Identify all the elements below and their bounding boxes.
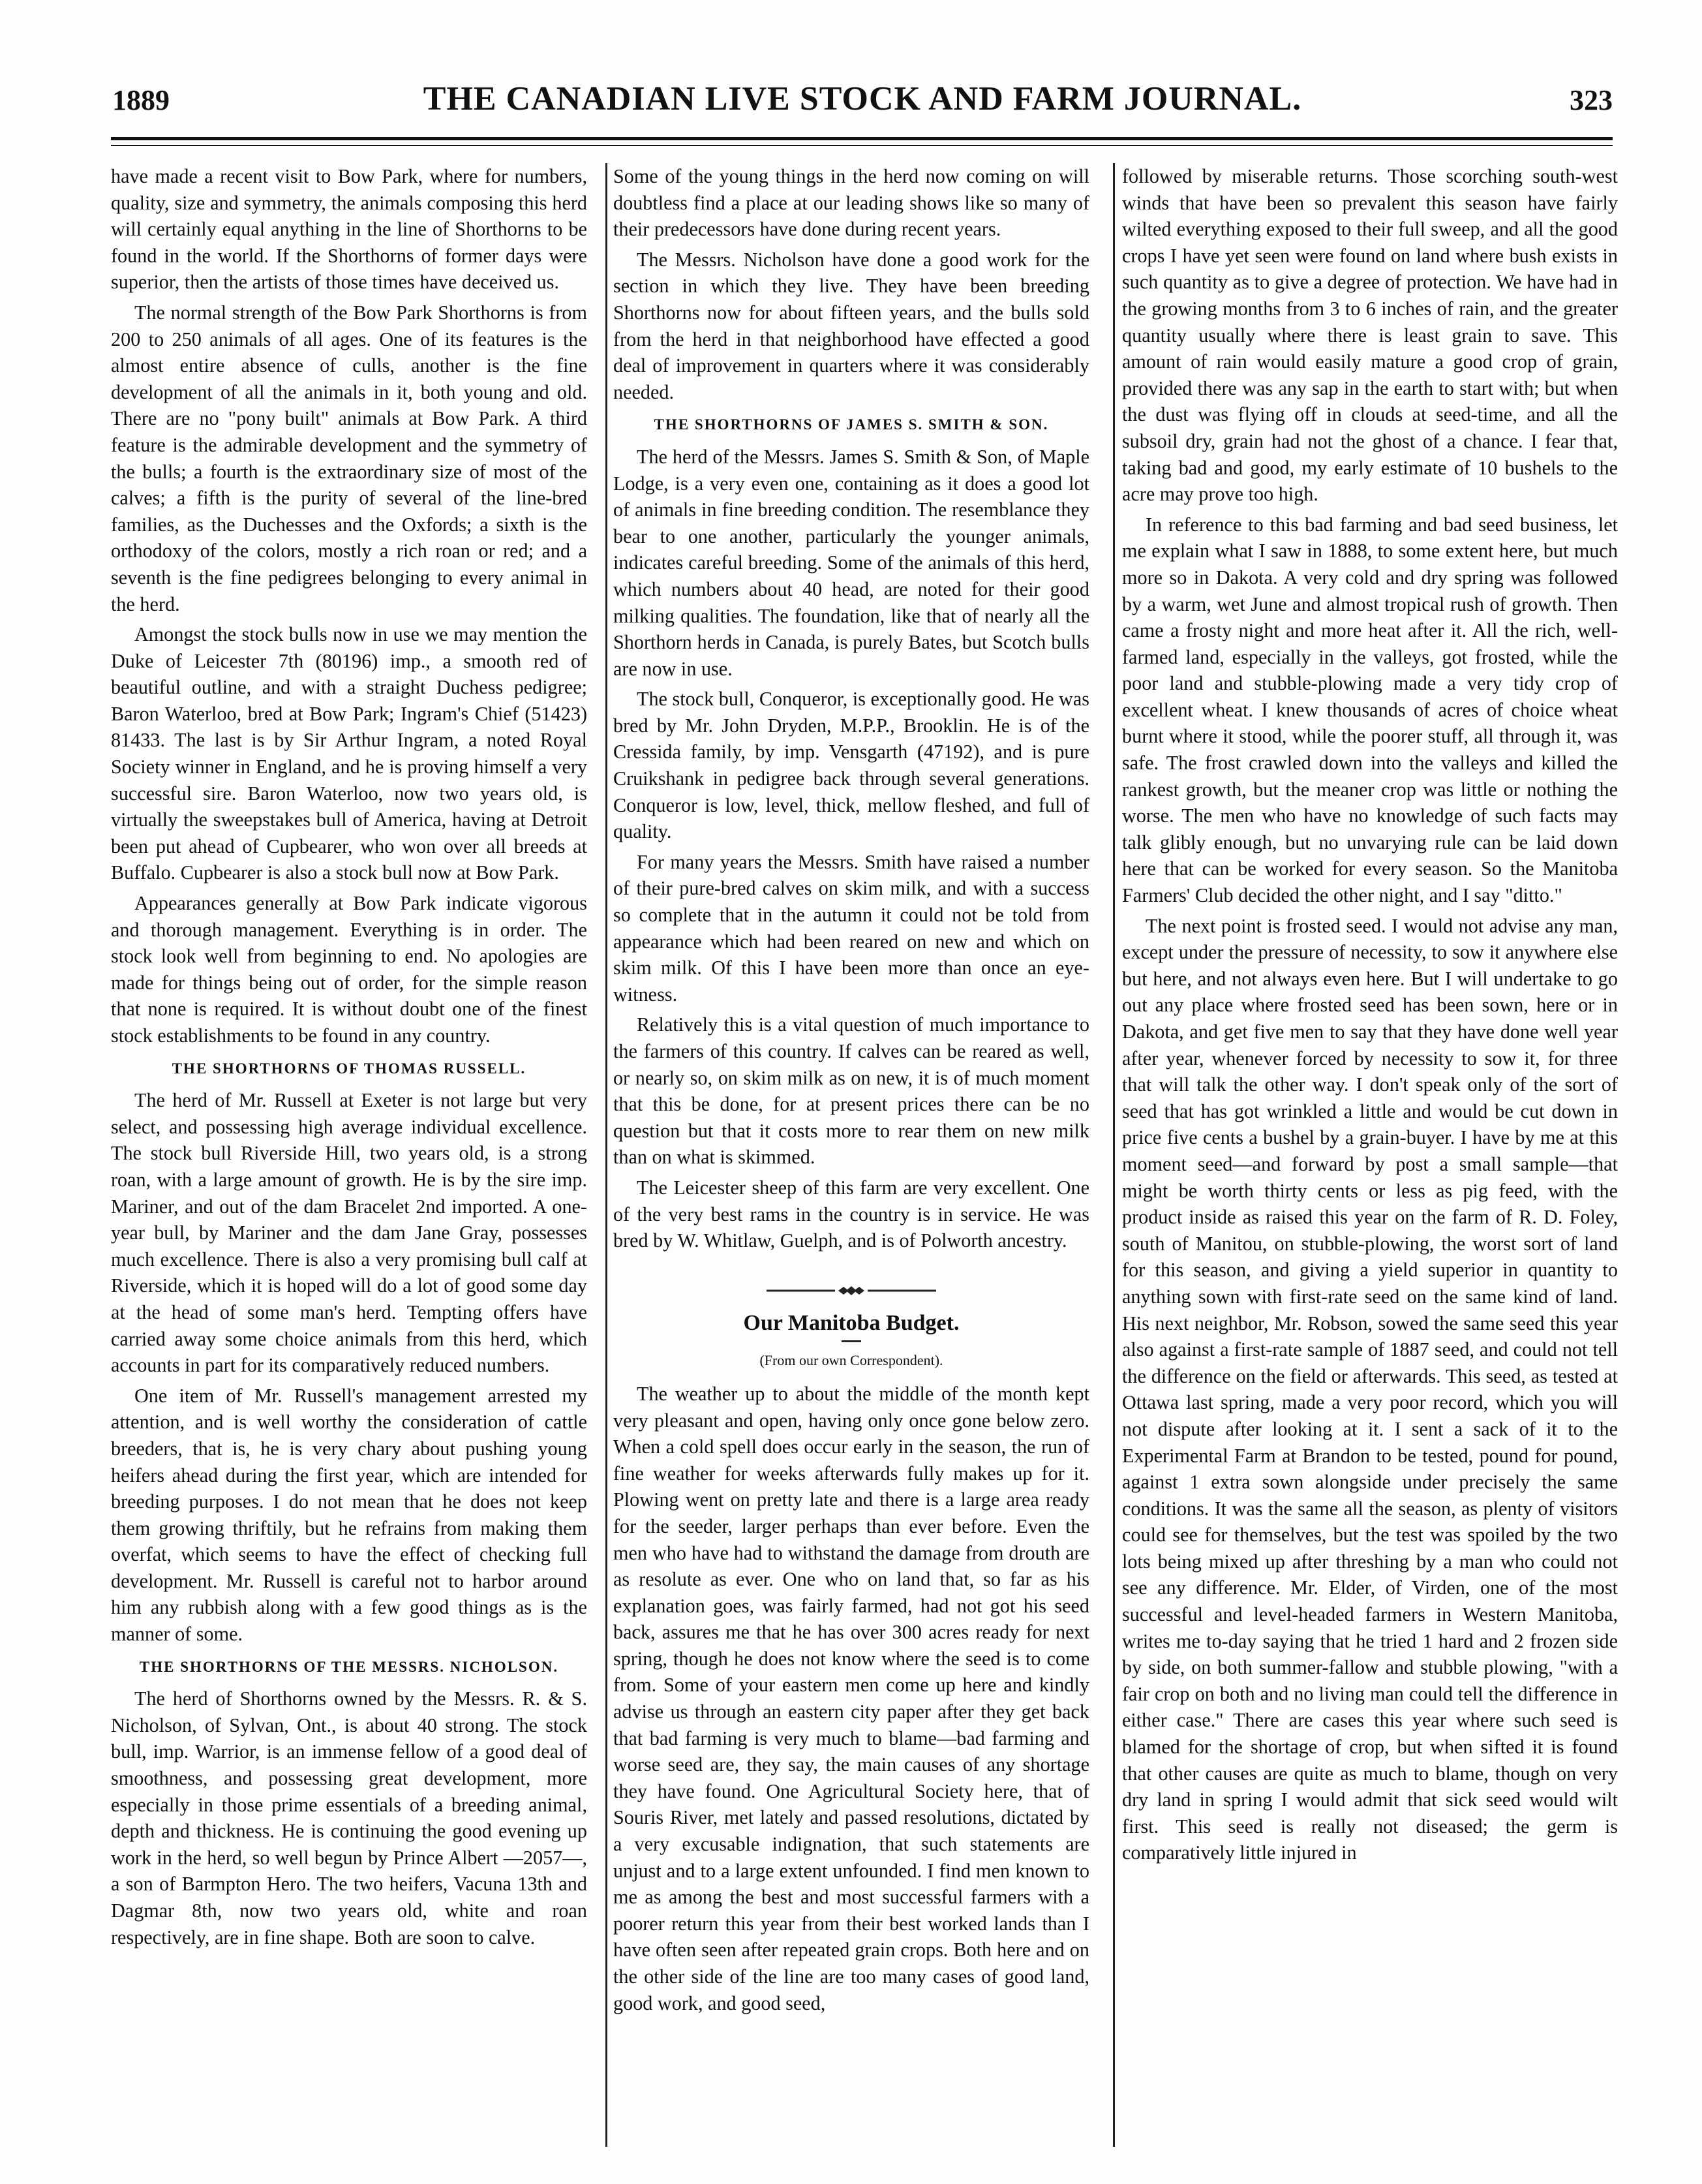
column-2	[613, 163, 1089, 2140]
section-heading: THE SHORTHORNS OF JAMES S. SMITH & SON.	[654, 416, 1049, 433]
year: 1889	[112, 84, 170, 116]
paragraph: In reference to this bad farming and bad seed business, let me explain what I saw in 1888, to some extent here, but much more so in Dakota. A very cold and dry spring was followed by a warm, wet June and almost tropical rush of growth. Then came a frosty night and more heat after it. All the rich, well-farmed land, especially in the valleys, got frosted, while the poor land and stubble-plowing made a very tidy crop of excellent wheat. I knew thousands of acres of choice wheat burnt where it stood, while the poorer stuff, all through it, was safe. The frost crawled down into the valleys and killed the rankest growth, but the meaner crop was little or nothing the worse. The men who have no knowledge of such facts may talk glibly enough, but no unvarying rule can be laid down here that can be worked for every season. So the Manitoba Farmers' Club decided the other night, and I say "ditto."	[1122, 513, 1618, 907]
paragraph: The herd of the Messrs. James S. Smith & Son, of Maple Lodge, is a very even one, containing as it does a good lot of animals in fine breeding condition. The resemblance they bear to one another, particularly the younger animals, indicates careful breeding. Some of the animals of this herd, which numbers about 40 head, are noted for their good milking qualities. The foundation, like that of nearly all the Shorthorn herds in Canada, is purely Bates, but Scotch bulls are now in use.	[613, 445, 1089, 680]
paragraph: The next point is frosted seed. I would not advise any man, except under the pressure of necessity, to sow it anywhere else but here, and not always even here. But I will undertake to go out any place where frosted seed has been sown, here or in Dakota, and get five men to say that they have done well year after year, whenever forced by necessity to sow it, for three that will talk the other way. I don't speak only of the sort of seed that has got wrinkled a little and would be cut down in price five cents a bushel by a grain-buyer. I have by me at this moment seed—and forward by post a small sample—that might be worth thirty cents or less as pig feed, with the product inside as raised this year on the farm of R. D. Foley, south of Manitou, on stubble-plowing, the worst sort of land for this season, and giving a yield superior in quantity to anything sown with first-rate seed on the same kind of land. His next neighbor, Mr. Robson, sowed the same seed this year also against a first-rate sample of 1887 seed, and could not tell the difference on the field or afterwards. This seed, as tested at Ottawa last spring, made a very poor record, which you will not dispute after looking at it. I sent a sack of it to the Experimental Farm at Brandon to be tested, pound for pound, against 1 extra sown alongside under precisely the same conditions. It was the same all the season, as plenty of visitors could see for themselves, but the test was spoiled by the two lots being mixed up after threshing by a man who could not see any difference. Mr. Elder, of Virden, one of the most successful and level-headed farmers in Western Manitoba, writes me to-day saying that he tried 1 hard and 2 frozen side by side, on both summer-fallow and stubble plowing, "with a fair crop on both and no living man could tell the difference in either case." There are cases this year where such seed is blamed for the shortage of crop, but when sifted it is found that other causes are quite as much to blame, though on very dry land in spring I would admit that sick seed would wilt first. This seed is really not diseased; the germ is comparatively little injured in	[1122, 914, 1618, 1864]
page-number: 323	[1570, 84, 1613, 116]
paragraph: The Leicester sheep of this farm are very excellent. One of the very best rams in the country is in service. He was bred by W. Whitlaw, Guelph, and is of Polworth ancestry.	[613, 1176, 1089, 1252]
paragraph: One item of Mr. Russell's management arrested my attention, and is well worthy the consideration of cattle breeders, that is, he is very chary about pushing young heifers ahead during the first year, which are intended for breeding purposes. I do not mean that he does not keep them growing thriftily, but he refrains from making them overfat, which seems to have the effect of checking full development. Mr. Russell is careful not to harbor around him any rubbish along with a few good things as is the manner of some.	[111, 1384, 587, 1646]
paragraph: The normal strength of the Bow Park Shorthorns is from 200 to 250 animals of all ages. One of its features is the almost entire absence of culls, another is the fine development of all the animals in it, both young and old. There are no "pony built" animals at Bow Park. A third feature is the admirable development and the symmetry of the bulls; a fourth is the extraordinary size of most of the calves; a fifth is the purity of several of the line-bred families, as the Duchesses and the Oxfords; a sixth is the orthodoxy of the colors, mostly a rich roan or red; and a seventh is the fine pedigrees belonging to every animal in the herd.	[111, 301, 587, 615]
heading-dash	[842, 1340, 861, 1342]
paragraph: The stock bull, Conqueror, is exceptionally good. He was bred by Mr. John Dryden, M.P.P., Brooklin. He is of the Cressida family, by imp. Vensgarth (47192), and is pure Cruikshank in pedigree back through several generations. Conqueror is low, level, thick, mellow fleshed, and full of quality.	[613, 688, 1089, 843]
byline: (From our own Correspondent).	[759, 1352, 943, 1369]
paragraph: Relatively this is a vital question of much importance to the farmers of this country. If calves can be reared as well, or nearly so, on skim milk as on new, it is of much moment that this be done, for at present prices there can be no question but that it costs more to rear them on new milk than on what is skimmed.	[613, 1013, 1089, 1169]
paragraph: Appearances generally at Bow Park indicate vigorous and thorough management. Everything is in order. The stock look well from beginning to end. No apologies are made for things being out of order, for the simple reason that none is required. It is without doubt one of the finest stock establishments to be found in any country.	[111, 892, 587, 1047]
article-heading: Our Manitoba Budget.	[743, 1310, 960, 1335]
column-1	[111, 163, 587, 2140]
header-rule-thick	[111, 137, 1613, 140]
paragraph: Some of the young things in the herd now coming on will doubtless find a place at our leading shows like so many of their predecessors have done during recent years.	[613, 165, 1089, 241]
ornamental-divider	[767, 1284, 936, 1297]
paragraph: have made a recent visit to Bow Park, where for numbers, quality, size and symmetry, the animals composing this herd will certainly equal anything in the line of Shorthorns to be found in the world. If the Shorthorns of former days were superior, then the artists of those times have deceived us.	[111, 165, 587, 294]
paragraph: The herd of Mr. Russell at Exeter is not large but very select, and possessing high average individual excellence. The stock bull Riverside Hill, two years old, is a strong roan, with a large amount of growth. He is by the sire imp. Mariner, and out of the dam Bracelet 2nd imported. A one-year bull, by Mariner and the dam Jane Gray, possesses much excellence. There is also a very promising bull calf at Riverside, which it is hoped will do a lot of good some day at the head of some man's herd. Tempting offers have carried away some choice animals from this herd, which accounts in part for its comparatively reduced numbers.	[111, 1089, 587, 1377]
paragraph: followed by miserable returns. Those scorching south-west winds that have been so prevalent this season have fairly wilted everything exposed to their full sweep, and all the good crops I have yet seen were found on land where bush exists in such quantity as to give a degree of protection. We have had in the growing months from 3 to 6 inches of rain, and the greater quantity usually where there is least grain to save. This amount of rain would easily mature a good crop of grain, provided there was any sap in the earth to start with; but when the dust was flying off in clouds at seed-time, and all the subsoil dry, grain had not the ghost of a chance. I fear that, taking bad and good, my early estimate of 10 bushels to the acre may prove too high.	[1122, 165, 1618, 506]
paragraph: For many years the Messrs. Smith have raised a number of their pure-bred calves on skim milk, and with a success so complete that in the autumn it could not be told from appearance which had been reared on new and which on skim milk. Of this I have been more than once an eye-witness.	[613, 850, 1089, 1006]
section-heading: THE SHORTHORNS OF THOMAS RUSSELL.	[172, 1060, 526, 1077]
column-3	[1122, 163, 1618, 2140]
column-divider-1	[605, 163, 607, 2147]
paragraph: Amongst the stock bulls now in use we may mention the Duke of Leicester 7th (80196) imp., a smooth red of beautiful outline, and with a straight Duchess pedigree; Baron Waterloo, bred at Bow Park; Ingram's Chief (51423) 81433. The last is by Sir Arthur Ingram, a noted Royal Society winner in England, and he is proving himself a very successful sire. Baron Waterloo, now two years old, is virtually the sweepstakes bull of America, having at Detroit been put ahead of Cupbearer, who won over all breeds at Buffalo. Cupbearer is also a stock bull now at Bow Park.	[111, 623, 587, 884]
page-header	[112, 80, 1613, 129]
header-rule-thin	[111, 145, 1613, 146]
journal-title: THE CANADIAN LIVE STOCK AND FARM JOURNAL.	[423, 80, 1302, 117]
paragraph: The weather up to about the middle of the month kept very pleasant and open, having only once gone below zero. When a cold spell does occur early in the season, the run of fine weather for weeks afterwards fully makes up for it. Plowing went on pretty late and there is a large area ready for the seeder, larger perhaps than ever before. Even the men who have had to withstand the damage from drouth are as resolute as ever. One who on land that, so far as his explanation goes, was fairly farmed, had not got his seed back, assures me that he has over 300 acres ready for next spring, though he does not know where the seed is to come from. Some of your eastern men come up here and kindly advise us through an eastern city paper after they get back that bad farming is very much to blame—bad farming and worse seed are, they say, the main causes of any shortage they have found. One Agricultural Society here, that of Souris River, met lately and passed resolutions, dictated by a very excusable indignation, that such statements are unjust and to a large extent unfounded. I find men known to me as among the best and most successful farmers with a poorer return this year from their best worked lands than I have often seen after repeated grain crops. Both here and on the other side of the line are too many cases of good land, good work, and good seed,	[613, 1382, 1089, 2014]
section-heading: THE SHORTHORNS OF THE MESSRS. NICHOLSON.	[139, 1658, 559, 1675]
paragraph: The herd of Shorthorns owned by the Messrs. R. & S. Nicholson, of Sylvan, Ont., is about 40 strong. The stock bull, imp. Warrior, is an immense fellow of a good deal of smoothness, and possessing great development, more especially in those prime essentials of a breeding animal, depth and thickness. He is continuing the good evening up work in the herd, so well begun by Prince Albert —2057—, a son of Barmpton Hero. The two heifers, Vacuna 13th and Dagmar 8th, now two years old, white and roan respectively, are in fine shape. Both are soon to calve.	[111, 1687, 587, 1948]
paragraph: The Messrs. Nicholson have done a good work for the section in which they live. They have been breeding Shorthorns now for about fifteen years, and the bulls sold from the herd in that neighborhood have effected a good deal of improvement in quarters where it was considerably needed.	[613, 248, 1089, 403]
column-divider-2	[1113, 163, 1115, 2147]
